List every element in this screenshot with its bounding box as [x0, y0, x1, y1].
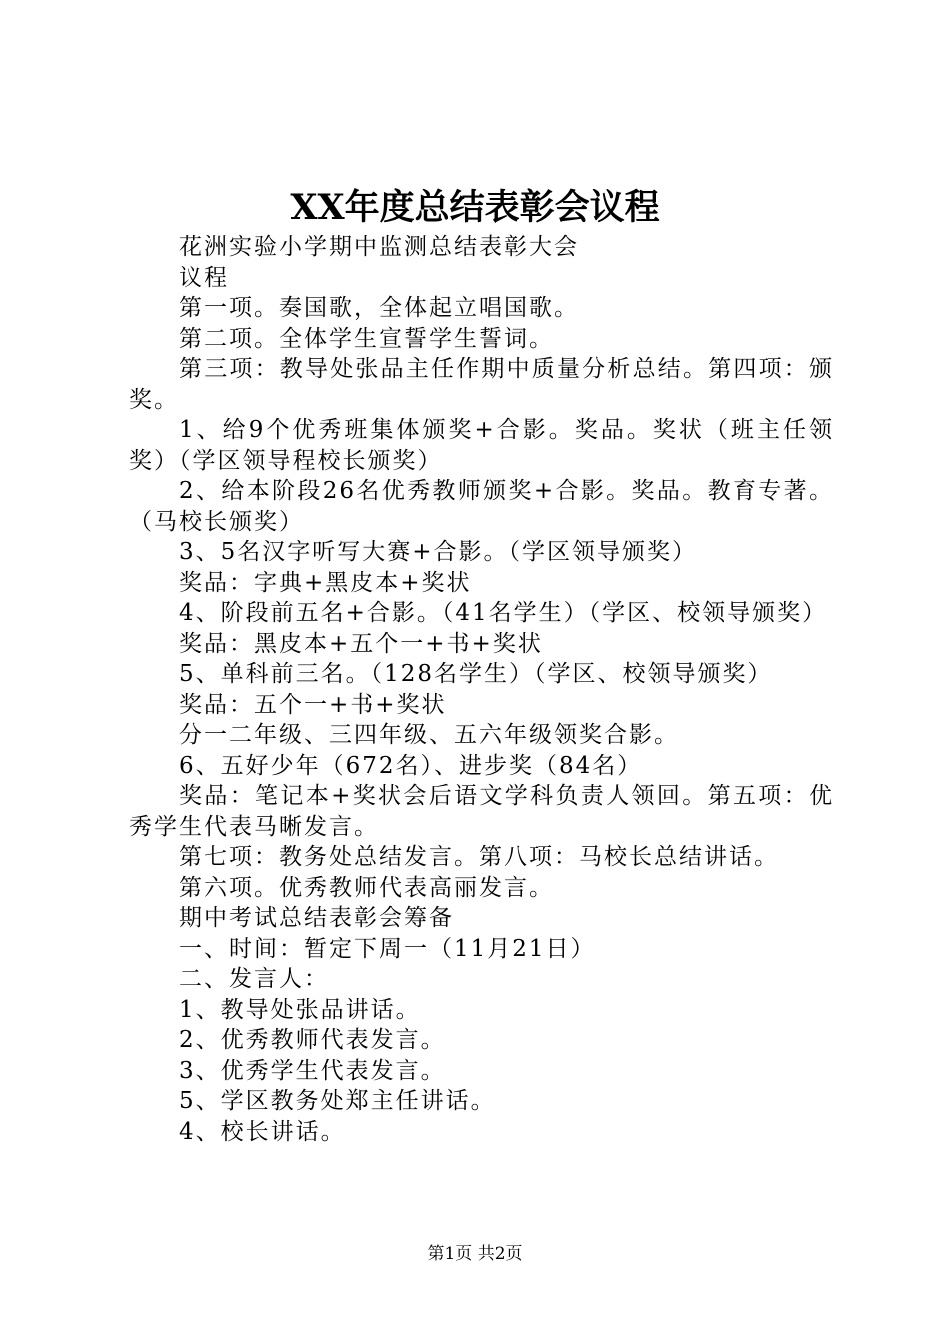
paragraph: 奖品：字典+黑皮本+奖状 [179, 569, 472, 596]
paragraph: 4、校长讲话。 [179, 1118, 346, 1145]
paragraph: 3、5名汉字听写大赛+合影。（学区领导颁奖） [179, 539, 698, 565]
paragraph: 5、学区教务处郑主任讲话。 [179, 1088, 496, 1114]
paragraph: 4、阶段前五名+合影。（41名学生）（学区、校领导颁奖） [179, 600, 828, 626]
paragraph: 花洲实验小学期中监测总结表彰大会 [179, 234, 579, 260]
paragraph: 期中考试总结表彰会筹备 [179, 905, 454, 931]
paragraph: 第七项：教务处总结发言。第八项：马校长总结讲话。 [179, 844, 779, 870]
paragraph: 5、单科前三名。（128名学生）（学区、校领导颁奖） [179, 661, 773, 687]
paragraph: 分一二年级、三四年级、五六年级领奖合影。 [179, 722, 679, 748]
paragraph: 一、时间：暂定下周一（11月21日） [179, 935, 596, 962]
paragraph: 奖品：黑皮本+五个一+书+奖状 [179, 630, 543, 657]
paragraph: 1、教导处张品讲话。 [179, 996, 421, 1023]
paragraph: 奖品：五个一+书+奖状 [179, 691, 447, 718]
paragraph: 二、发言人： [179, 966, 329, 992]
paragraph: 第一项。奏国歌，全体起立唱国歌。 [179, 295, 579, 321]
paragraph: 议程 [179, 264, 229, 291]
paragraph: 第三项：教导处张品主任作期中质量分析总结。第四项：颁奖。 [129, 356, 834, 413]
paragraph: 2、给本阶段26名优秀教师颁奖+合影。奖品。教育专著。（马校长颁奖） [129, 478, 834, 535]
paragraph: 3、优秀学生代表发言。 [179, 1057, 446, 1084]
paragraph: 6、五好少年（672名）、进步奖（84名） [179, 752, 643, 779]
page-number-footer: 第1页 共2页 [427, 1244, 523, 1264]
paragraph: 奖品：笔记本+奖状会后语文学科负责人领回。第五项：优秀学生代表马晰发言。 [129, 783, 834, 840]
document-title: XX年度总结表彰会议程 [290, 187, 660, 228]
paragraph: 1、给9个优秀班集体颁奖+合影。奖品。奖状（班主任领奖）（学区领导程校长颁奖） [129, 417, 834, 474]
paragraph: 2、优秀教师代表发言。 [179, 1027, 446, 1053]
document-body [129, 232, 834, 1147]
paragraph: 第二项。全体学生宣誓学生誓词。 [179, 325, 554, 352]
paragraph: 第六项。优秀教师代表高丽发言。 [179, 874, 554, 901]
